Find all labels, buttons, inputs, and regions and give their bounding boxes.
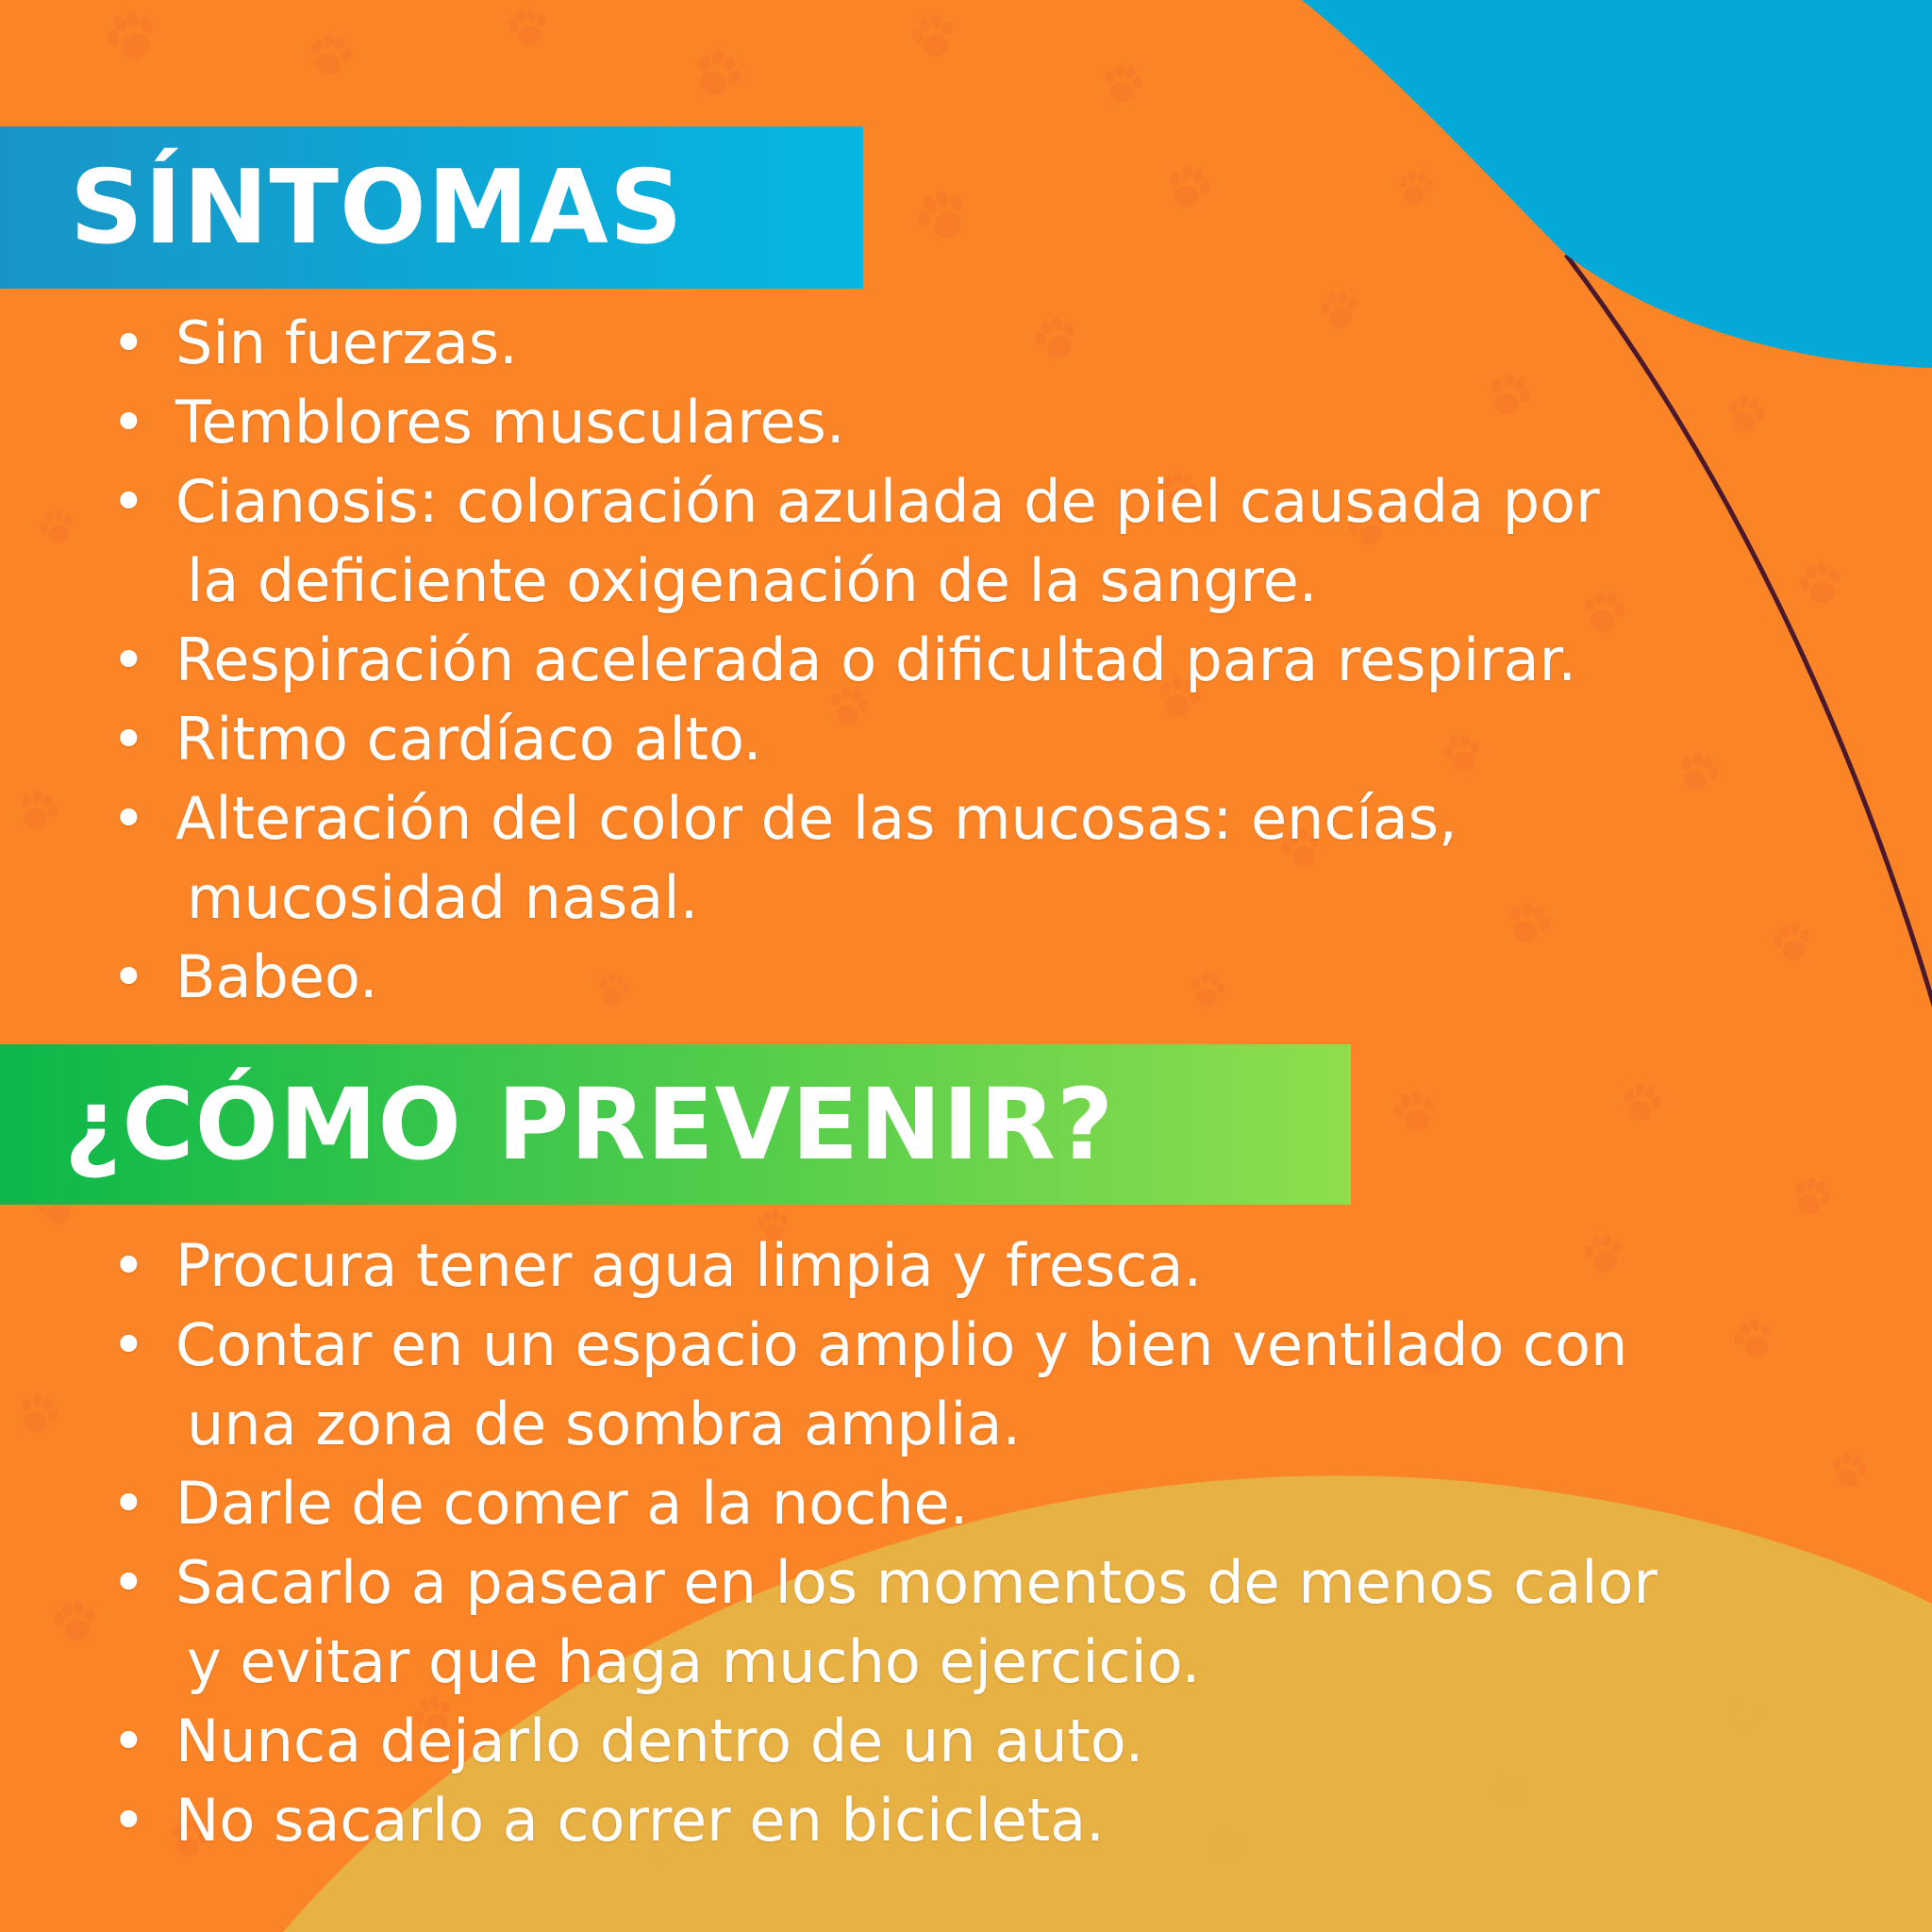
- paw-print-icon: [14, 1391, 62, 1438]
- sintomas-list-item: [111, 621, 1790, 700]
- sintomas-item-text: Respiración acelerada o dificultad para respirar.: [175, 625, 1577, 694]
- bullet-dot-icon: •: [111, 784, 146, 853]
- prevenir-item-text: Darle de comer a la noche.: [175, 1469, 969, 1538]
- sintomas-item-text: Sin fuerzas.: [175, 308, 518, 377]
- sintomas-item-text: Ritmo cardíaco alto.: [175, 705, 762, 774]
- prevenir-list-item: [111, 1306, 1790, 1464]
- sintomas-list-item: [111, 383, 1790, 462]
- paw-print-icon: [1101, 62, 1144, 105]
- sintomas-item-text: Cianosis: coloración azulada de piel causada por: [175, 467, 1600, 536]
- prevenir-item-text: Sacarlo a pasear en los momentos de menos calor: [175, 1548, 1657, 1617]
- sintomas-list-item: [111, 779, 1790, 938]
- sintomas-title: SÍNTOMAS: [70, 148, 684, 267]
- bullet-dot-icon: •: [111, 467, 146, 536]
- bullet-dot-icon: •: [111, 705, 146, 774]
- prevenir-banner: [0, 1044, 1351, 1205]
- prevenir-item-text: una zona de sombra amplia.: [187, 1390, 1022, 1458]
- prevenir-list-item: [111, 1226, 1790, 1306]
- bullet-dot-icon: •: [111, 1548, 146, 1617]
- paw-print-icon: [14, 787, 62, 834]
- prevenir-list-item: [111, 1702, 1790, 1781]
- paw-print-icon: [1795, 558, 1845, 608]
- bullet-dot-icon: •: [111, 1231, 146, 1300]
- sintomas-item-text: Babeo.: [175, 942, 378, 1011]
- prevenir-title: ¿CÓMO PREVENIR?: [64, 1067, 1115, 1182]
- prevenir-item-text: Contar en un espacio amplio y bien ventilado con: [175, 1310, 1628, 1379]
- sintomas-item-text: la deficiente oxigenación de la sangre.: [187, 546, 1318, 615]
- sintomas-list-item: [111, 700, 1790, 779]
- bullet-dot-icon: •: [111, 308, 146, 377]
- sintomas-item-text: mucosidad nasal.: [187, 863, 699, 932]
- prevenir-item-text: No sacarlo a correr en bicicleta.: [175, 1786, 1105, 1855]
- bullet-dot-icon: •: [111, 1310, 146, 1379]
- sintomas-item-text: Alteración del color de las mucosas: encías,: [175, 784, 1457, 853]
- paw-print-icon: [36, 507, 77, 548]
- paw-print-icon: [911, 184, 974, 246]
- bullet-dot-icon: •: [111, 1707, 146, 1775]
- paw-print-icon: [507, 6, 550, 48]
- prevenir-item-text: y evitar que haga mucho ejercicio.: [187, 1627, 1201, 1696]
- paw-print-icon: [101, 6, 161, 66]
- prevenir-list: [111, 1226, 1790, 1860]
- sintomas-list-item: [111, 938, 1790, 1017]
- bullet-dot-icon: •: [111, 1469, 146, 1538]
- bullet-dot-icon: •: [111, 942, 146, 1011]
- sintomas-list: [111, 304, 1790, 1017]
- paw-print-icon: [1395, 168, 1435, 207]
- prevenir-item-text: Procura tener agua limpia y fresca.: [175, 1231, 1203, 1300]
- paw-print-icon: [1164, 162, 1214, 211]
- paw-print-icon: [1829, 1451, 1869, 1490]
- prevenir-list-item: [111, 1464, 1790, 1543]
- prevenir-list-item: [111, 1543, 1790, 1702]
- prevenir-list-item: [111, 1781, 1790, 1860]
- paw-print-icon: [908, 11, 958, 60]
- sintomas-item-text: Temblores musculares.: [175, 388, 845, 457]
- sintomas-list-item: [111, 304, 1790, 383]
- paw-print-icon: [689, 45, 747, 104]
- prevenir-item-text: Nunca dejarlo dentro de un auto.: [175, 1707, 1144, 1775]
- bullet-dot-icon: •: [111, 388, 146, 457]
- sintomas-banner: [0, 126, 863, 289]
- sintomas-list-item: [111, 462, 1790, 621]
- bullet-dot-icon: •: [111, 1786, 146, 1855]
- paw-print-icon: [306, 30, 356, 79]
- paw-print-icon: [1619, 1080, 1664, 1125]
- bullet-dot-icon: •: [111, 625, 146, 694]
- paw-print-icon: [1788, 1174, 1836, 1221]
- paw-print-icon: [1390, 1087, 1440, 1136]
- paw-print-icon: [52, 1598, 99, 1644]
